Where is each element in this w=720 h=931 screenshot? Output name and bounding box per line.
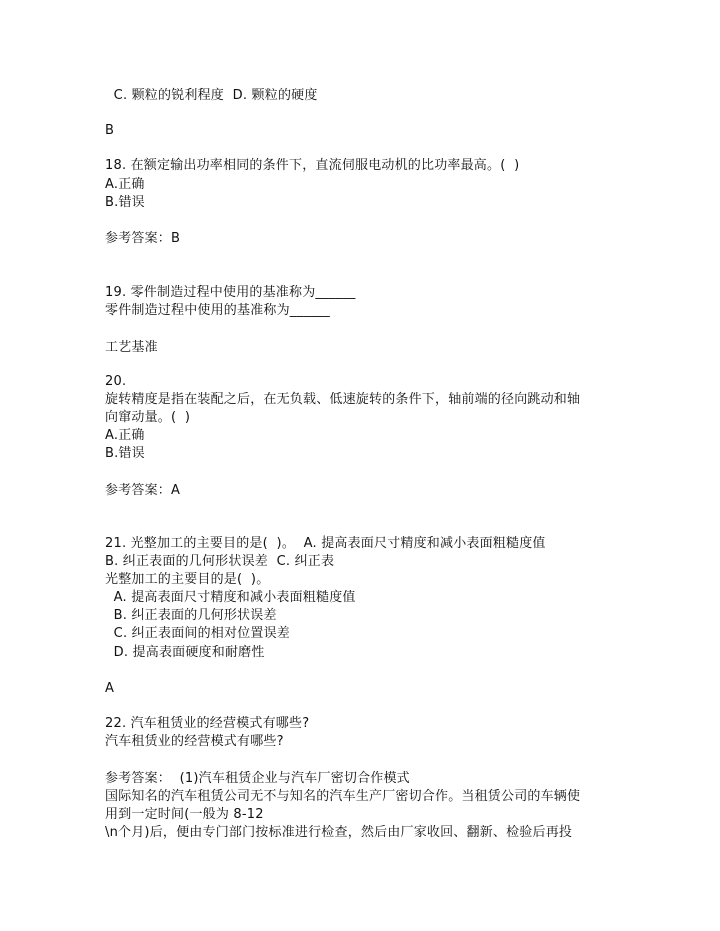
q22-question-repeat: 汽车租赁业的经营模式有哪些? — [105, 734, 284, 749]
q18-answer: 参考答案：B — [105, 231, 181, 246]
q19-question: 19. 零件制造过程中使用的基准称为______ — [105, 285, 356, 300]
q20-question-line1: 旋转精度是指在装配之后，在无负载、低速旋转的条件下，轴前端的径向跳动和轴 — [105, 392, 581, 407]
q18-question: 18. 在额定输出功率相同的条件下，直流伺服电动机的比功率最高。( ) — [105, 158, 520, 173]
q18-option-a: A.正确 — [105, 177, 145, 192]
q20-option-a: A.正确 — [105, 428, 145, 443]
q22-answer-line3: 用到一定时间(一般为 8-12 — [105, 807, 264, 822]
q22-answer-line2: 国际知名的汽车租赁公司无不与知名的汽车生产厂密切合作。当租赁公司的车辆使 — [105, 789, 581, 804]
q21-answer: A — [105, 681, 115, 696]
q20-answer: 参考答案：A — [105, 483, 181, 498]
q17-options-line: C. 颗粒的锐利程度 D. 颗粒的硬度 — [105, 88, 318, 103]
q22-answer-line4: \n个月)后，便由专门部门按标准进行检查，然后由厂家收回、翻新、检验后再投 — [105, 825, 573, 840]
q21-question-line1: 21. 光整加工的主要目的是( )。 A. 提高表面尺寸精度和减小表面粗糙度值 — [105, 536, 546, 551]
q17-answer: B — [105, 123, 115, 138]
q21-option-d: D. 提高表面硬度和耐磨性 — [105, 645, 265, 660]
q22-question: 22. 汽车租赁业的经营模式有哪些? — [105, 716, 310, 731]
q20-number: 20. — [105, 374, 127, 389]
q20-question-line2: 向窜动量。( ) — [105, 410, 191, 425]
q18-option-b: B.错误 — [105, 195, 145, 210]
q21-question-repeat: 光整加工的主要目的是( )。 — [105, 572, 270, 587]
q21-option-c: C. 纠正表面间的相对位置误差 — [105, 626, 291, 641]
q20-option-b: B.错误 — [105, 446, 145, 461]
q19-question-repeat: 零件制造过程中使用的基准称为______ — [105, 303, 331, 318]
q21-option-a: A. 提高表面尺寸精度和减小表面粗糙度值 — [105, 590, 356, 605]
q22-answer-line1: 参考答案： (1)汽车租赁企业与汽车厂密切合作模式 — [105, 771, 410, 786]
q21-question-line2: B. 纠正表面的几何形状误差 C. 纠正表 — [105, 554, 335, 569]
q19-answer: 工艺基准 — [105, 340, 158, 355]
q21-option-b: B. 纠正表面的几何形状误差 — [105, 608, 277, 623]
